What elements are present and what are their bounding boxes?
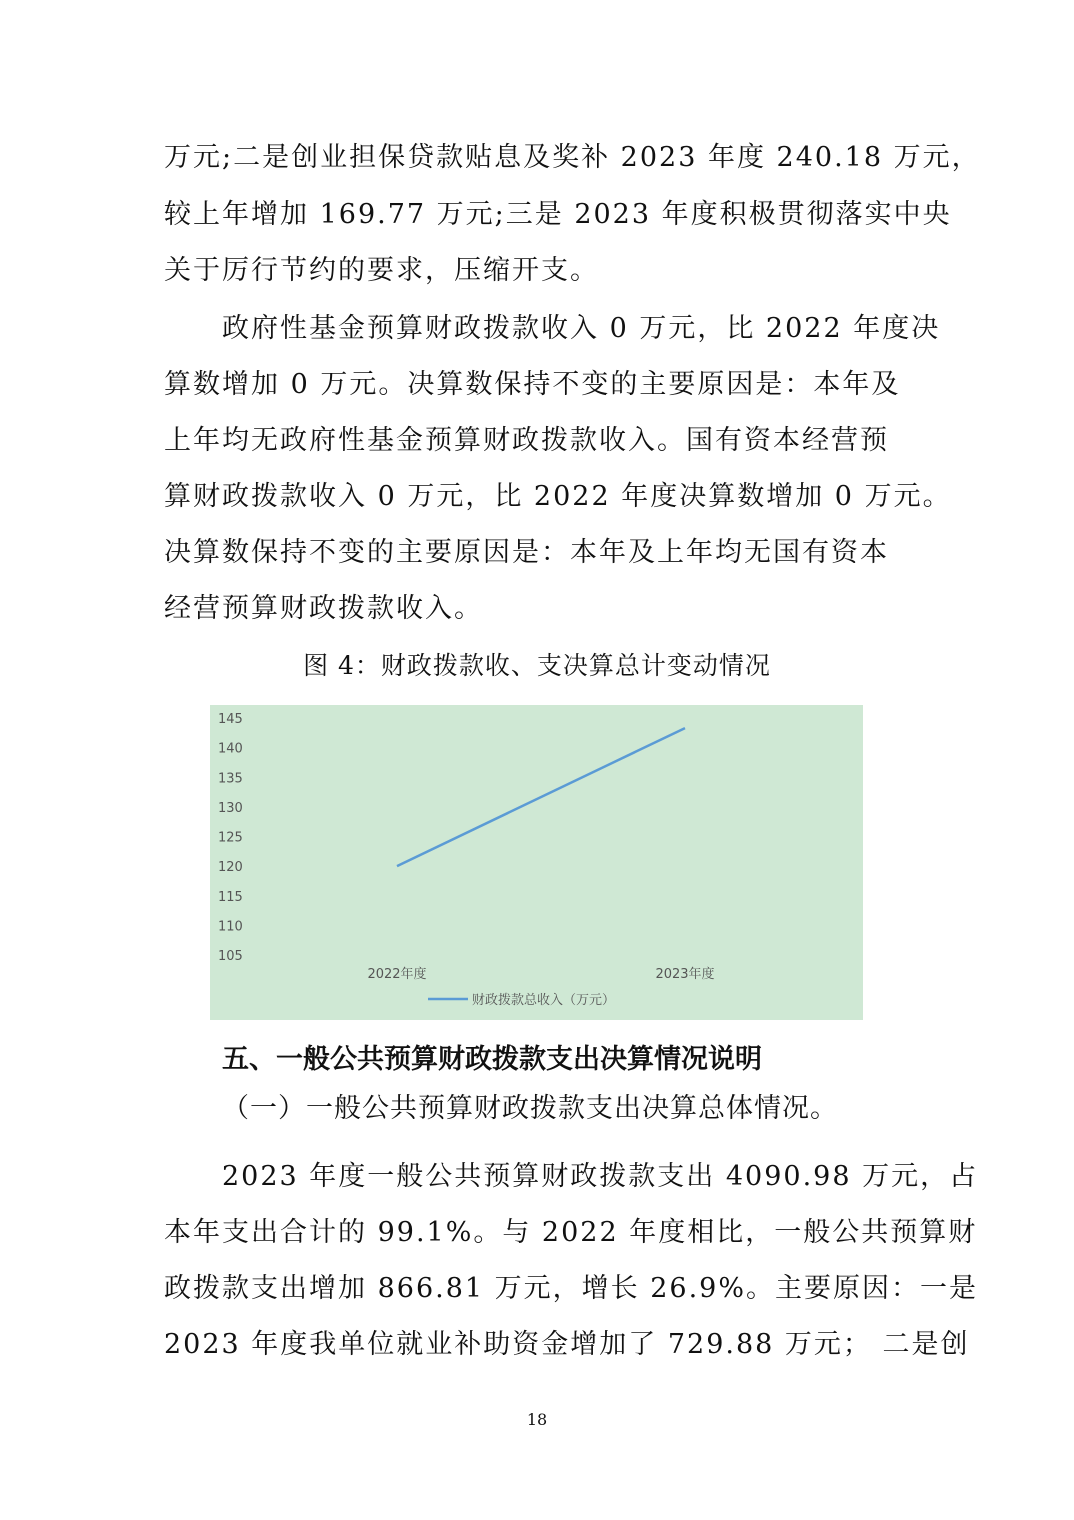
x-tick-label: 2023年度 [655,967,715,982]
legend-label: 财政拨款总收入（万元） [472,993,616,1008]
x-tick-label: 2022年度 [367,967,427,982]
y-tick-label: 120 [218,860,243,876]
body-text-line: 本年支出合计的 99.1%。与 2022 年度相比，一般公共预算财 [164,1217,978,1248]
y-tick-label: 105 [218,949,243,964]
y-tick-label: 125 [218,830,243,846]
body-text-line: 经营预算财政拨款收入。 [164,593,483,624]
section-heading: 五、一般公共预算财政拨款支出决算情况说明 [222,1044,762,1075]
subsection-heading: （一）一般公共预算财政拨款支出决算总体情况。 [222,1093,838,1124]
body-text-line: 万元;二是创业担保贷款贴息及奖补 2023 年度 240.18 万元， [164,142,981,173]
body-text-line: 2023 年度我单位就业补助资金增加了 729.88 万元； 二是创 [164,1329,970,1360]
figure-caption: 图 4：财政拨款收、支决算总计变动情况 [303,651,771,680]
body-text-line: 关于厉行节约的要求，压缩开支。 [164,255,599,286]
body-text-line: 政拨款支出增加 866.81 万元，增长 26.9%。主要原因：一是 [164,1273,978,1304]
y-tick-label: 140 [218,741,243,757]
body-text-line: 算财政拨款收入 0 万元，比 2022 年度决算数增加 0 万元。 [164,481,952,512]
page-number: 18 [526,1410,548,1429]
body-text-line: 较上年增加 169.77 万元;三是 2023 年度积极贯彻落实中央 [164,199,952,230]
y-tick-label: 130 [218,800,243,816]
y-tick-label: 145 [218,712,243,727]
y-axis [218,712,243,964]
y-tick-label: 115 [218,889,243,905]
body-text-line: 算数增加 0 万元。决算数保持不变的主要原因是：本年及 [164,369,901,400]
body-text-line: 2023 年度一般公共预算财政拨款支出 4090.98 万元，占 [222,1161,979,1192]
line-chart [210,705,863,1020]
body-text-line: 政府性基金预算财政拨款收入 0 万元，比 2022 年度决 [222,313,941,344]
y-tick-label: 110 [218,919,243,935]
y-tick-label: 135 [218,771,243,787]
body-text-line: 上年均无政府性基金预算财政拨款收入。国有资本经营预 [164,425,889,456]
body-text-line: 决算数保持不变的主要原因是：本年及上年均无国有资本 [164,537,889,568]
chart-background [210,705,863,1020]
